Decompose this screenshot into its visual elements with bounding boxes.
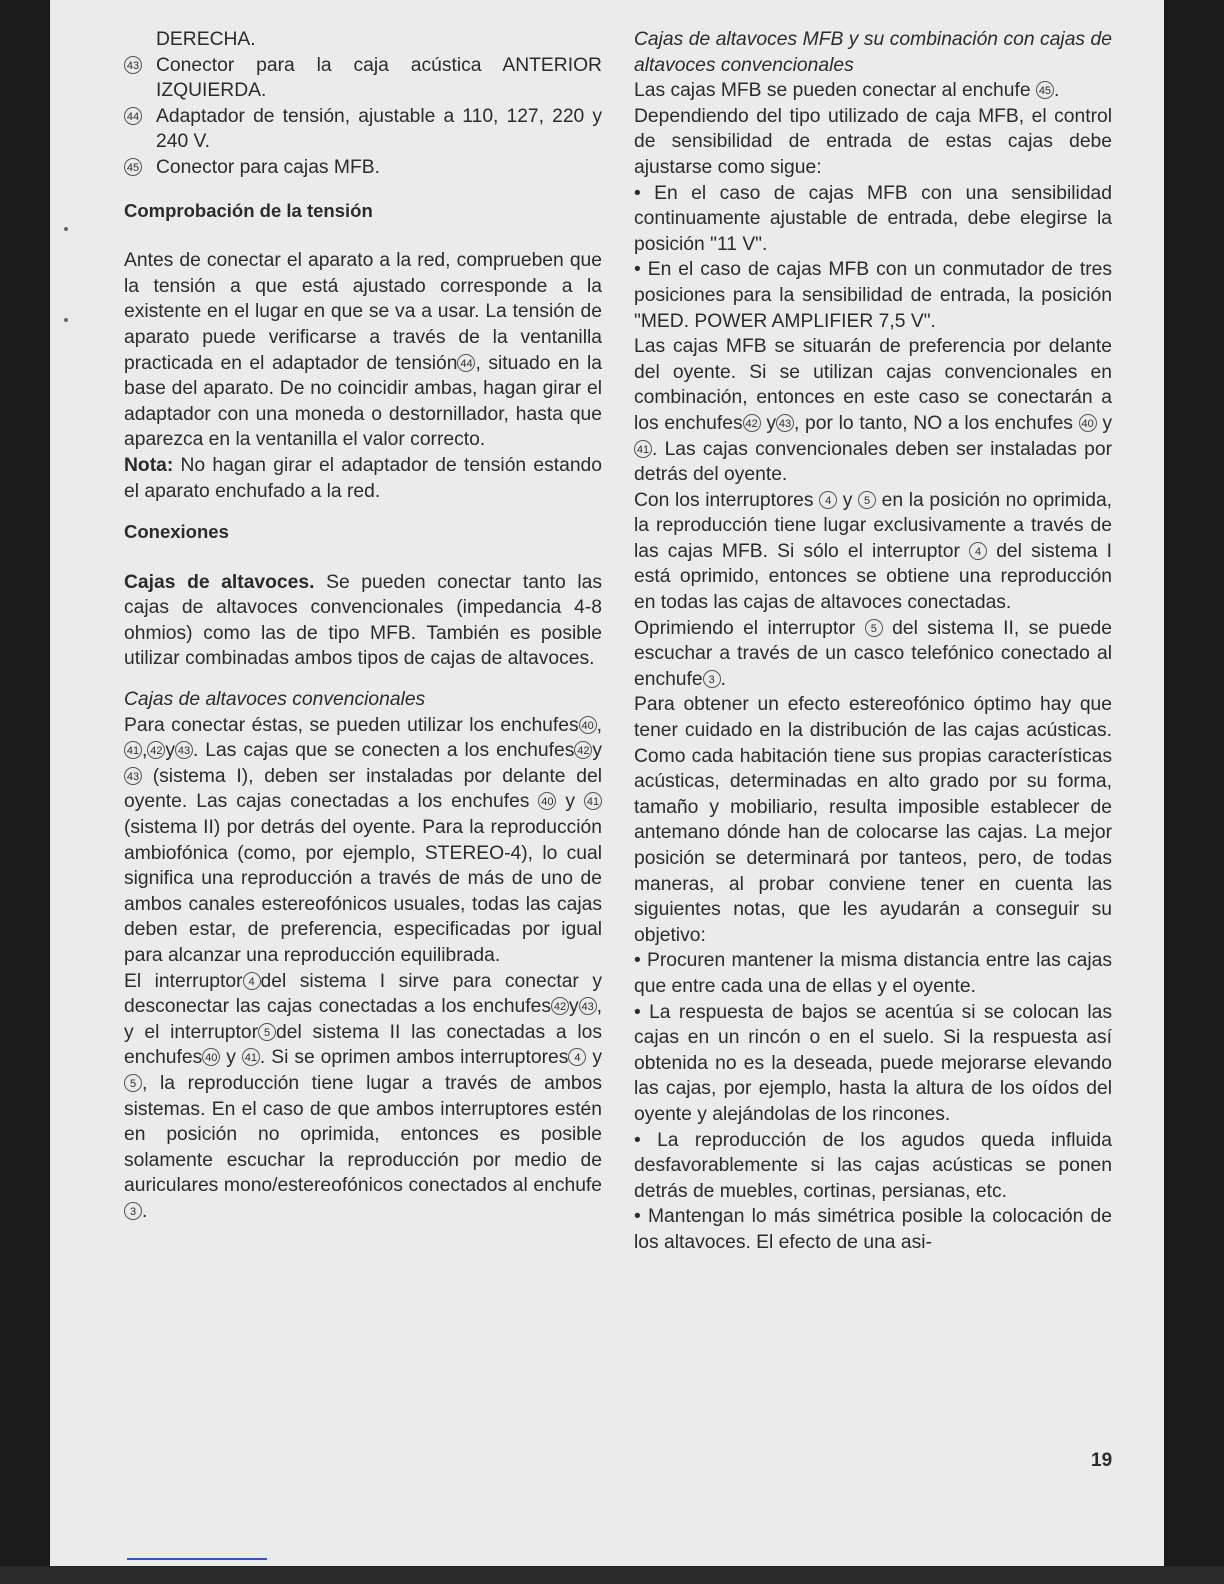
- bullet-item: • Procuren mantener la misma distancia entre las cajas que entre cada una de ellas y el oyente.: [634, 948, 1112, 999]
- bullet-item: • En el caso de cajas MFB con un conmutador de tres posiciones para la sensibilidad de entrada, la posición "MED. POWER AMPLIFIER 7,5 V".: [634, 257, 1112, 334]
- list-item-text: Conector para la caja acústica ANTERIOR IZQUIERDA.: [156, 54, 602, 102]
- paragraph-note: Nota: No hagan girar el adaptador de tensión estando el aparato enchufado a la red.: [124, 454, 602, 502]
- manual-page: [50, 0, 1164, 1566]
- bullet-item: • La respuesta de bajos se acentúa si se colocan las cajas en un rincón o en el suelo. Si la respuesta así obtenida no es la deseada, puede mejorarse elevando las cajas, por ejemplo, hasta la altura de los oídos del oyente y alejándolas de los rincones.: [634, 1000, 1112, 1128]
- heading-voltage-check: Comprobación de la tensión: [124, 199, 373, 221]
- page-number: 19: [1091, 1450, 1113, 1471]
- list-item-text: Adaptador de tensión, ajustable a 110, 127, 220 y 240 V.: [156, 105, 602, 153]
- subheading-mfb: Cajas de altavoces MFB y su combinación con cajas de altavoces convencionales: [634, 29, 1112, 76]
- paragraph-headphones: Oprimiendo el interruptor 5 del sistema II, se puede escuchar a través de un casco telefónico conectado al enchufe 3 .: [634, 617, 1112, 690]
- paragraph-switch-positions: Con los interruptores 4 y 5 en la posición no oprimida, la reproducción tiene lugar exclusivamente a través de las cajas MFB. Si sólo el interruptor 4 del sistema I está oprimido, entonces se obtiene una reproducción en todas las cajas de altavoces conectadas.: [634, 489, 1113, 614]
- heading-connections: Conexiones: [124, 521, 229, 543]
- paragraph-mfb: Las cajas MFB se pueden conectar al enchufe 45 .: [634, 80, 1060, 102]
- paragraph-stereo: Para obtener un efecto estereofónico óptimo hay que tener cuidado en la distribución de las cajas acústicas. Como cada habitación tiene sus propias características acústicas, determinadas en alto grado por su forma, tamaño y mobiliario, resulta imposible establecer de antemano dónde han de colocarse las cajas. La mejor posición se determinará por tanteos, pero, de todas maneras, al probar conviene tener en cuenta las siguientes notas, que les ayudarán a conseguir su objetivo:: [634, 694, 1112, 946]
- left-column: [124, 27, 602, 1225]
- paragraph-switches: El interruptor 4 del sistema I sirve para conectar y desconectar las cajas conectadas a los enchufes 42 y 43 , y el interruptor 5 del sistema II las conectadas a los enchufes 40 y 41 . Si se oprimen ambos interruptores 4 y 5 , la reproducción tiene lugar a través de ambos sistemas. En el caso de que ambos interruptores estén en posición no oprimida, entonces es posible solamente escuchar la reproducción por medio de auriculares mono/estereofónicos conectados al enchufe3 .: [124, 970, 603, 1222]
- ref-number: 44: [124, 107, 142, 125]
- paragraph-speakers: Cajas de altavoces. Se pueden conectar tanto las cajas de altavoces convencionales (impedancia 4-8 ohmios) como las de tipo MFB. También es posible utilizar combinadas ambos tipos de cajas de altavoces.: [124, 571, 603, 670]
- paragraph-conventional: Para conectar éstas, se pueden utilizar los enchufes 40 ,41 , 42 y 43 . Las cajas que se conecten a los enchufes 42 y43 (sistema I), deben ser instaladas por delante del oyente. Las cajas conectadas a los enchufes 40 y 41 (sistema II) por detrás del oyente. Para la reproducción ambiofónica (como, por ejemplo, STEREO-4), lo cual significa una reproducción a través de más de uno de ambos canales estereofónicos usuales, todas las cajas deben estar, de preferencia, especificadas por igual para alcanzar una reproducción equilibrada.: [124, 714, 602, 966]
- list-continuation: DERECHA.: [156, 29, 256, 50]
- list-item-text: Conector para cajas MFB.: [156, 156, 380, 178]
- paragraph-preference: Las cajas MFB se situarán de preferencia por delante del oyente. Si se utilizan cajas convencionales en combinación, entonces en este caso se conectarán a los enchufes 42 y 43 , por lo tanto, NO a los enchufes 40 y 41 . Las cajas convencionales deben ser instaladas por detrás del oyente.: [634, 336, 1113, 486]
- list-item: [124, 53, 602, 104]
- scan-speck: [64, 318, 68, 322]
- list-item: [124, 104, 602, 155]
- scan-border: [0, 1566, 1224, 1584]
- bullet-item: • Mantengan lo más simétrica posible la colocación de los altavoces. El efecto de una asi-: [634, 1204, 1112, 1255]
- scan-artifact-line: [127, 1558, 267, 1560]
- right-column: [634, 27, 1112, 1256]
- paragraph-voltage: Antes de conectar el aparato a la red, comprueben que la tensión a que está ajustado corresponde a la existente en el lugar en que se va a usar. La tensión de aparato puede verificarse a través de la ventanilla practicada en el adaptador de tensión 44 , situado en la base del aparato. De no coincidir ambas, hagan girar el adaptador con una moneda o destornillador, hasta que aparezca en la ventanilla el valor correcto.: [124, 250, 602, 451]
- bullet-item: • En el caso de cajas MFB con una sensibilidad continuamente ajustable de entrada, debe elegirse la posición "11 V".: [634, 181, 1112, 258]
- ref-number: 43: [124, 56, 142, 74]
- ref-number: 44: [457, 354, 475, 372]
- paragraph-mfb-sensitivity: Dependiendo del tipo utilizado de caja MFB, el control de sensibilidad de entrada de estas cajas debe ajustarse como sigue:: [634, 105, 1112, 178]
- subheading-conventional: Cajas de altavoces convencionales: [124, 689, 426, 711]
- scan-speck: [64, 227, 68, 231]
- list-item: [124, 155, 602, 181]
- ref-number: 45: [124, 158, 142, 176]
- note-label: Nota:: [124, 454, 174, 476]
- bullet-item: • La reproducción de los agudos queda influida desfavorablemente si las cajas acústicas se ponen detrás de muebles, cortinas, persianas, etc.: [634, 1128, 1112, 1205]
- speakers-label: Cajas de altavoces.: [124, 571, 315, 593]
